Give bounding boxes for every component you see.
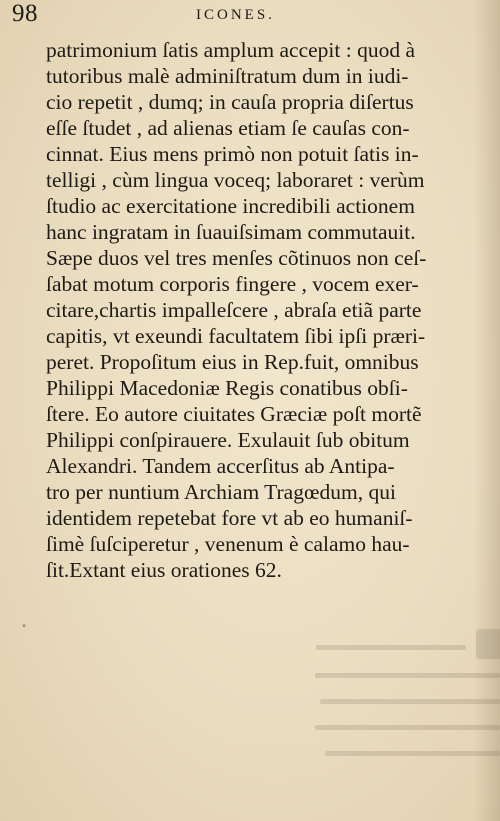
text-line: eſſe ſtudet , ad alienas etiam ſe cauſas con- [46, 116, 410, 140]
show-through-ink [300, 615, 500, 775]
text-line: tro per nuntium Archiam Tragœdum, qui [46, 480, 396, 504]
text-line: cio repetit , dumq; in cauſa propria diſertus [46, 90, 414, 114]
text-line: telligi , cùm lingua voceq; laboraret : verùm [46, 168, 425, 192]
text-line: ſit.Extant eius orationes 62. [46, 558, 282, 582]
text-line: ſtere. Eo autore ciuitates Græciæ poſt mortẽ [46, 402, 422, 426]
text-line: cinnat. Eius mens primò non potuit ſatis in- [46, 142, 419, 166]
running-head: ICONES. [196, 7, 275, 23]
body-text [46, 37, 486, 583]
page-number: 98 [12, 0, 38, 27]
text-line: ſimè ſuſciperetur , venenum è calamo hau- [46, 532, 410, 556]
margin-mark: ˳ [22, 612, 27, 627]
text-line: Philippi conſpirauere. Exulauit ſub obitum [46, 428, 410, 452]
text-line: tutoribus malè adminiſtratum dum in iudi- [46, 64, 409, 88]
text-line: ſtudio ac exercitatione incredibili actionem [46, 194, 415, 218]
text-line: capitis, vt exeundi facultatem ſibi ipſi præri- [46, 324, 426, 348]
text-line: peret. Propoſitum eius in Rep.fuit, omnibus [46, 350, 419, 374]
text-line: Philippi Macedoniæ Regis conatibus obſi- [46, 376, 408, 400]
text-line: ſabat motum corporis fingere , vocem exer- [46, 272, 419, 296]
text-line: Alexandri. Tandem accerſitus ab Antipa- [46, 454, 395, 478]
text-line: citare,chartis impalleſcere , abraſa etiã parte [46, 298, 422, 322]
text-line: identidem repetebat fore vt ab eo humaniſ- [46, 506, 413, 530]
text-line: patrimonium ſatis amplum accepit : quod à [46, 38, 415, 62]
text-line: hanc ingratam in ſuauiſsimam commutauit. [46, 220, 416, 244]
text-line: Sæpe duos vel tres menſes cõtinuos non ceſ- [46, 246, 427, 270]
